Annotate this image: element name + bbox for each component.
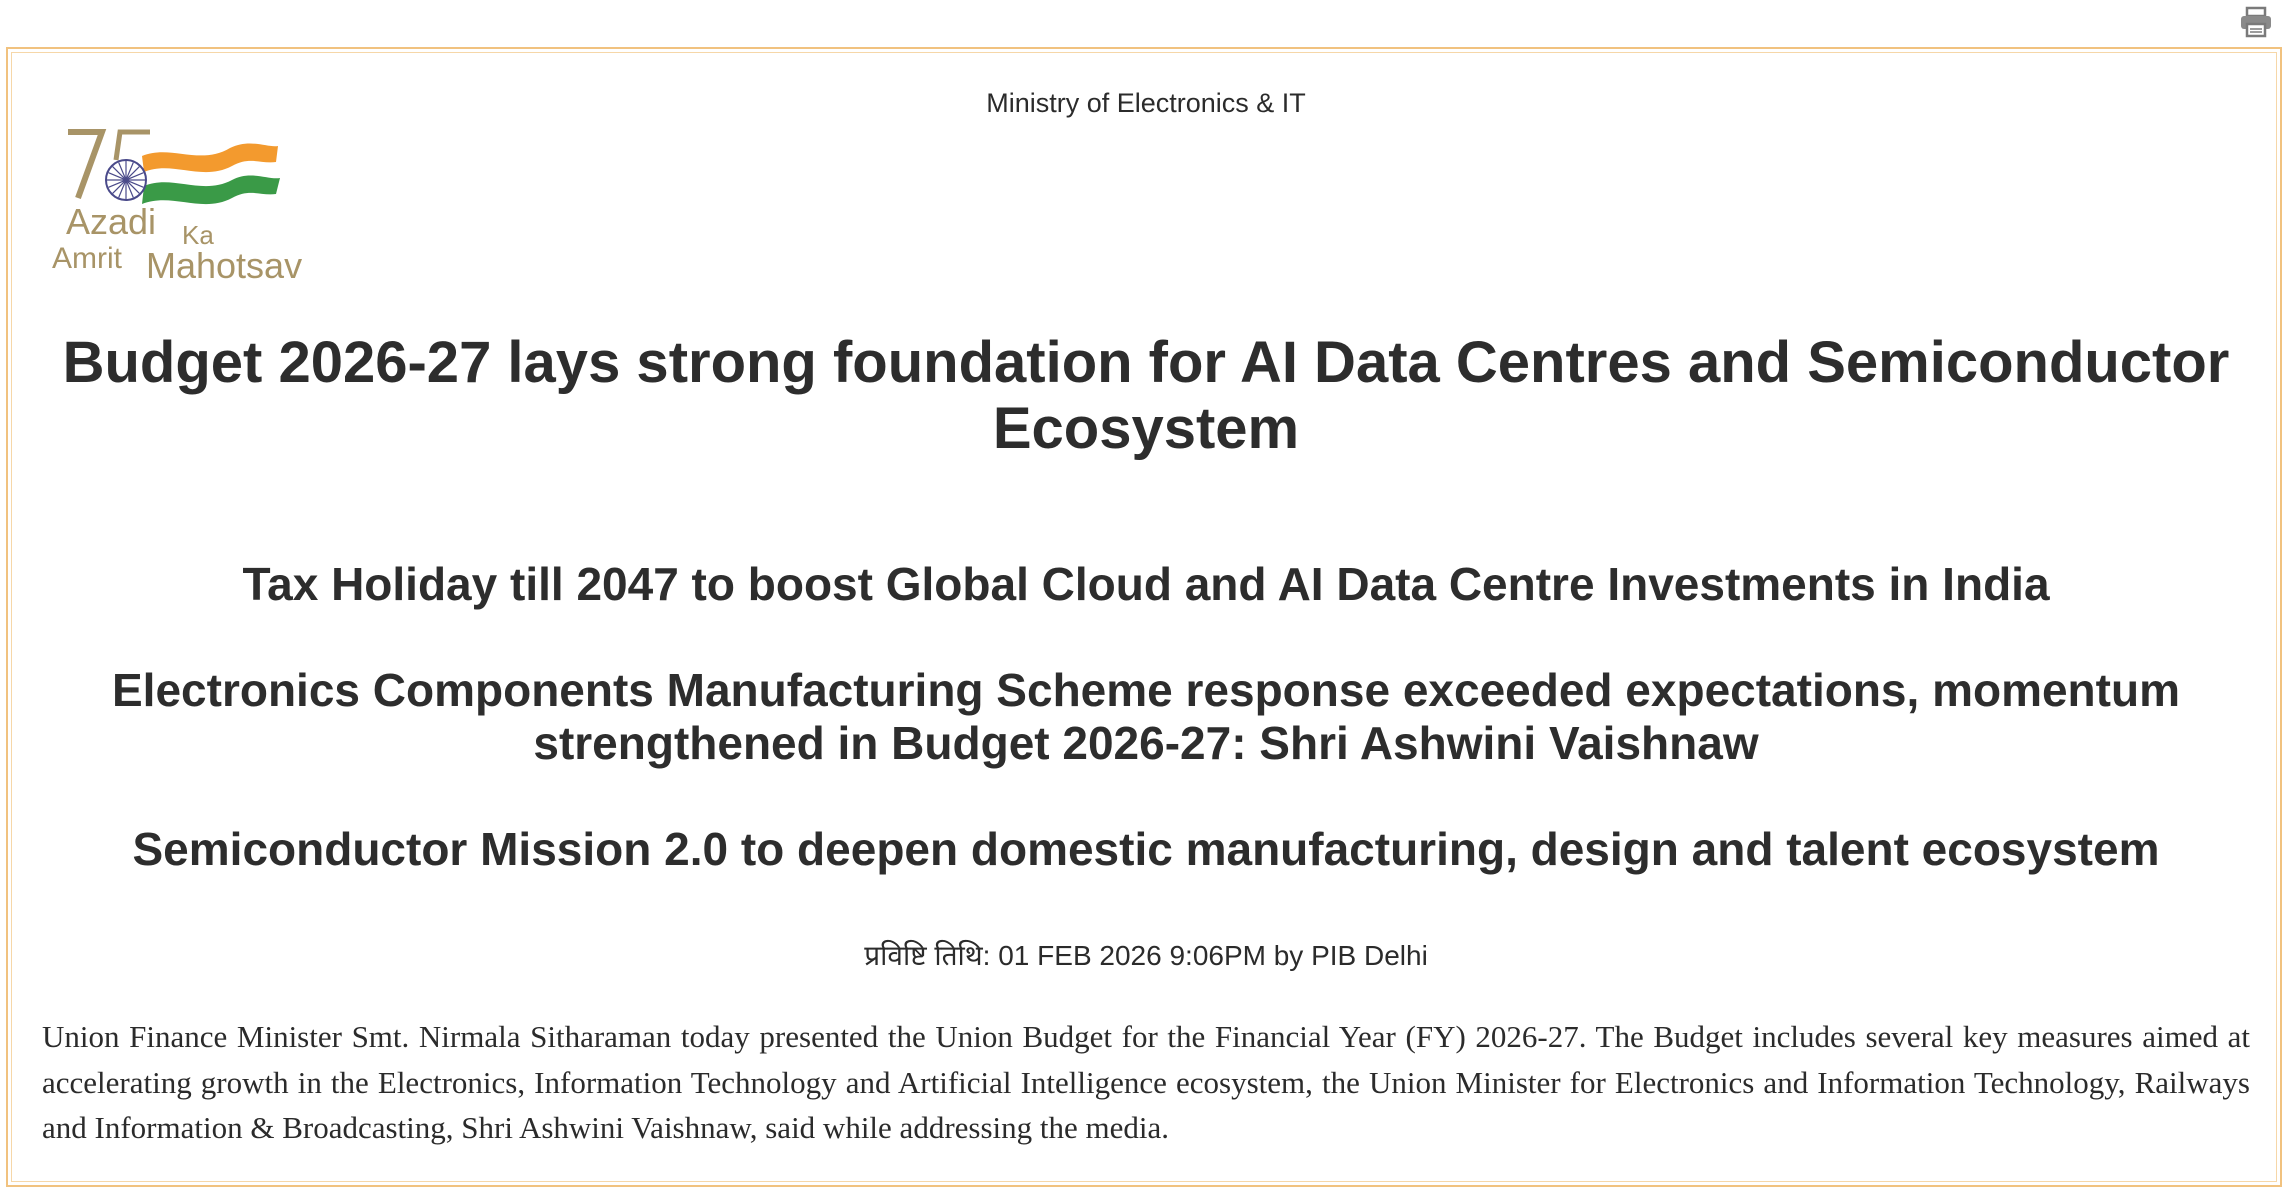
azadi-ka-amrit-mahotsav-logo xyxy=(50,126,340,296)
svg-text:Ka: Ka xyxy=(182,220,214,250)
subheading-tax-holiday: Tax Holiday till 2047 to boost Global Cloud and AI Data Centre Investments in India xyxy=(242,558,2050,610)
svg-text:Mahotsav: Mahotsav xyxy=(146,245,303,286)
subheading-semiconductor-mission: Semiconductor Mission 2.0 to deepen domestic manufacturing, design and talent ecosystem xyxy=(132,823,2160,875)
svg-text:Amrit: Amrit xyxy=(52,242,122,275)
article-paragraph: Union Finance Minister Smt. Nirmala Sitharaman today presented the Union Budget for the Financial Year (FY) 2026-27. The Budget includes several key measures aimed at accelerating growth in the Electronics, Information Technology and Artificial Intelligence ecosystem, the Union Minister for Electronics and Information Technology, Railways and Information & Broadcasting, Shri Ashwini Vaishnaw, said while addressing the media. xyxy=(42,1019,2250,1145)
svg-text:Azadi: Azadi xyxy=(66,201,157,242)
printer-icon xyxy=(2239,6,2273,38)
article-title: Budget 2026-27 lays strong foundation for AI Data Centres and Semiconductor Ecosystem xyxy=(62,330,2230,461)
posted-dateline: प्रविष्टि तिथि: 01 FEB 2026 9:06PM by PIB Delhi xyxy=(864,940,1428,971)
subheading-ecms: Electronics Components Manufacturing Scheme response exceeded expectations, momentum strengthened in Budget 2026-27: Shri Ashwini Vaishnaw xyxy=(112,664,2180,769)
print-button[interactable] xyxy=(2236,2,2276,42)
ministry-name: Ministry of Electronics & IT xyxy=(986,88,1306,118)
